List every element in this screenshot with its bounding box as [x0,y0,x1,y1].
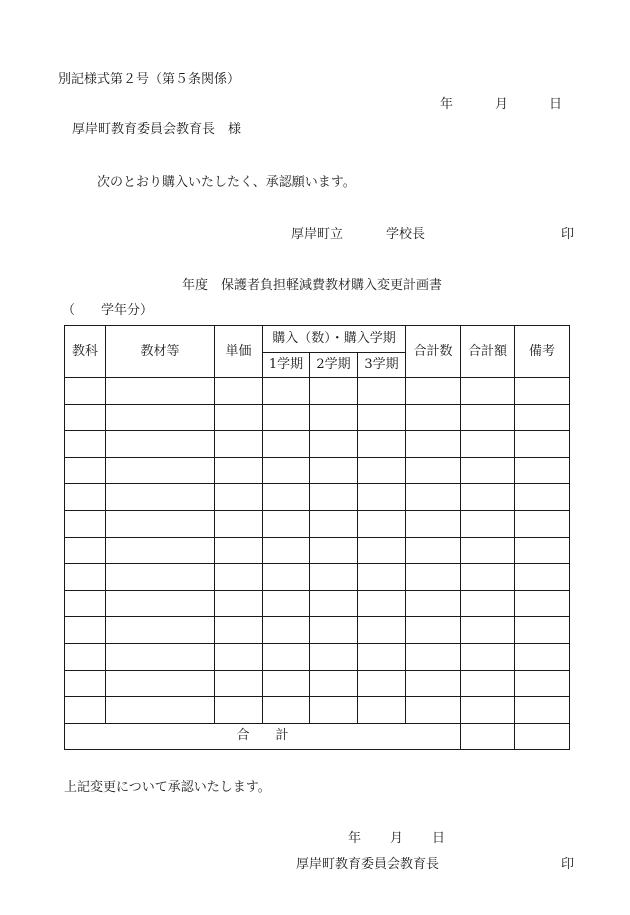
request-text: 次のとおり購入いたしたく、承認願います。 [97,175,356,190]
header-subject: 教科 [65,326,106,378]
table-row [65,590,570,617]
total-amount-cell[interactable] [461,723,515,749]
table-row [65,431,570,458]
approval-month-label: 月 [390,831,404,846]
table-row [65,617,570,644]
header-unit-price: 単価 [215,326,263,378]
addressee: 厚岸町教育委員会教育長 様 [72,122,242,137]
table-row [65,564,570,591]
header-purchase-group: 購入（数）・購入学期 [263,326,406,353]
table-row [65,537,570,564]
header-term-2: 2学期 [310,353,358,378]
date-year-label: 年 [440,97,454,112]
table-row [65,643,570,670]
table-row [65,457,570,484]
approver-title: 厚岸町教育委員会教育長 [296,857,440,872]
principal-label: 学校長 [386,227,426,242]
purchase-plan-table [64,325,570,750]
form-label: 別記様式第２号（第５条関係） [58,72,241,87]
approver-seal-mark: 印 [561,857,575,872]
header-term-1: 1学期 [263,353,310,378]
date-month-label: 月 [495,97,509,112]
approval-year-label: 年 [348,831,362,846]
table-row [65,404,570,431]
approval-day-label: 日 [432,831,446,846]
table-row [65,697,570,724]
grade-label: （ 学年分） [62,303,154,318]
header-total-count: 合計数 [406,326,461,378]
header-term-3: 3学期 [358,353,406,378]
table-row [65,510,570,537]
document-title: 年度 保護者負担軽減費教材購入変更計画書 [182,278,443,293]
applicant-seal-mark: 印 [561,227,575,242]
table-row [65,378,570,405]
header-remarks: 備考 [515,326,570,378]
table-row [65,484,570,511]
total-remarks-cell[interactable] [515,723,570,749]
header-total-amount: 合計額 [461,326,515,378]
total-row [65,723,570,749]
total-label: 合 計 [65,723,461,749]
approval-text: 上記変更について承認いたします。 [64,780,271,795]
table-row [65,670,570,697]
header-material: 教材等 [106,326,215,378]
date-day-label: 日 [549,97,563,112]
school-prefix: 厚岸町立 [291,227,344,242]
